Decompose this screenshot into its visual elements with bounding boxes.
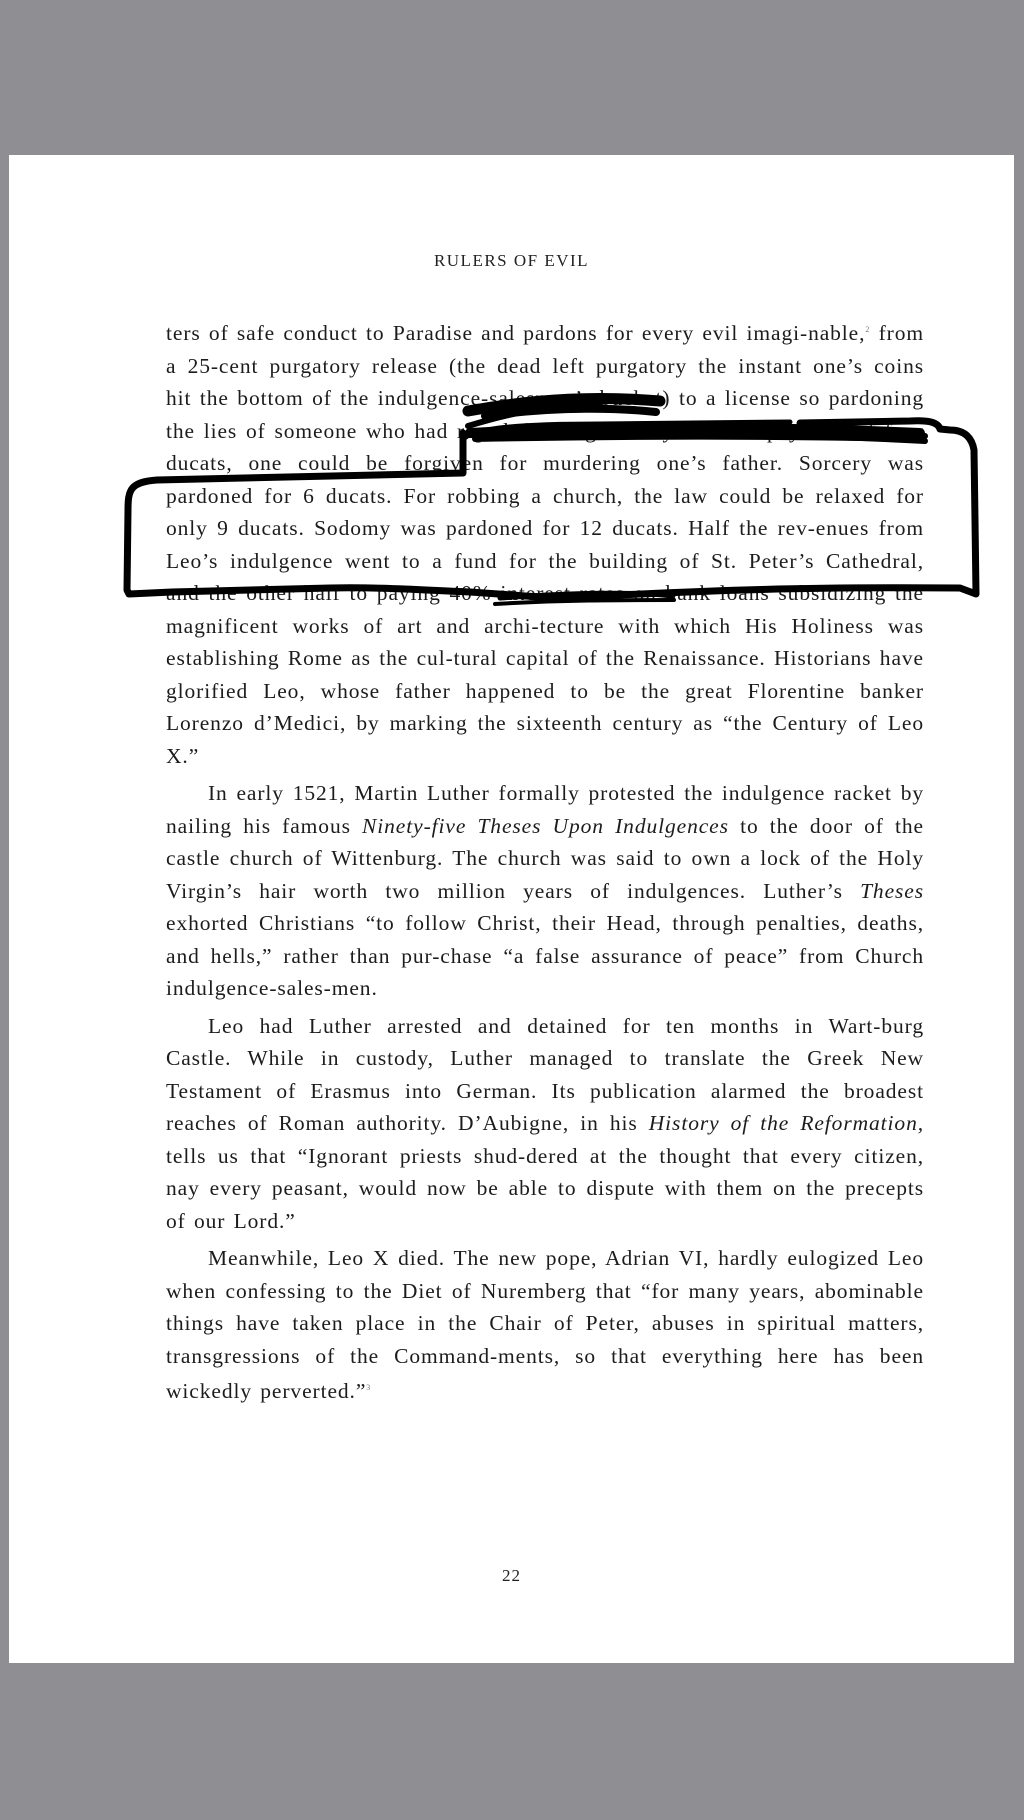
italic-title: Theses xyxy=(860,878,924,903)
body-paragraph xyxy=(166,1242,924,1408)
paragraph-text: tells us that “Ignorant priests shud-dered at the thought that every citizen, nay every peasant, would now be able to dispute with them on the precepts of our Lord.” xyxy=(166,1143,924,1233)
running-head: RULERS OF EVIL xyxy=(433,251,590,270)
body-paragraph xyxy=(166,1010,924,1238)
italic-title: History of the Reformation, xyxy=(648,1111,924,1136)
page-number: 22 xyxy=(502,1566,521,1585)
footnote-reference: 2 xyxy=(865,325,871,334)
book-page xyxy=(9,155,1014,1663)
paragraph-text: to the door of the castle church of Wittenburg. The church was said to own a lock of the Holy Virgin’s hair worth two million years of indulgences. Luther’s xyxy=(166,813,924,903)
paragraph-text: In early 1521, Martin Luther formally protested the indulgence racket by nailing his famous xyxy=(166,781,924,838)
paragraph-text: exhorted Christians “to follow Christ, their Head, through penalties, deaths, and hells,” rather than pur-chase “a false assurance of peace” from Church indulgence-sales-men. xyxy=(166,911,924,1001)
body-paragraph xyxy=(166,777,924,1005)
body-text xyxy=(166,314,924,1408)
paragraph-text: Meanwhile, Leo X died. The new pope, Adrian VI, hardly eulogized Leo when confessing to the Diet of Nuremberg that “for many years, abominable things have taken place in the Chair of Peter, abuses in spiritual matters, transgressions of the Command-ments, so that everything here has been wickedly perverted.” xyxy=(166,1246,924,1404)
body-paragraph xyxy=(166,314,924,772)
italic-title: Ninety-five Theses Upon Indulgences xyxy=(362,813,729,838)
paragraph-text: Leo had Luther arrested and detained for ten months in Wart-burg Castle. While in custody, Luther managed to translate the Greek New Testament of Erasmus into German. Its publication alarmed the broadest reaches of Roman authority. D’Aubigne, in his xyxy=(166,1013,924,1136)
paragraph-text: from a 25-cent purgatory release (the dead left purgatory the instant one’s coins hit the bottom of the indulgence-salesman’s bucket) to a license so pardoning the lies of someone who had raped the Virgin Mary. For the payment of four ducats, one could be forgiven for murdering one’s father. Sorcery was pardoned for 6 ducats. For robbing a church, the law could be relaxed for only 9 ducats. Sodomy was pardoned for 12 ducats. Half the rev-enues from Leo’s indulgence went to a fund for the building of St. Peter’s Cathedral, and the other half to paying 40% interest rates on bank loans subsidizing the magnificent works of art and archi-tecture with which His Holiness was establishing Rome as the cul-tural capital of the Renaissance. Historians have glorified Leo, whose father happened to be the great Florentine banker Lorenzo d’Medici, by marking the sixteenth century as “the Century of Leo X.” xyxy=(166,321,924,768)
footnote-reference: 3 xyxy=(366,1383,372,1393)
paragraph-text: ters of safe conduct to Paradise and pardons for every evil imagi-nable, xyxy=(166,321,866,346)
